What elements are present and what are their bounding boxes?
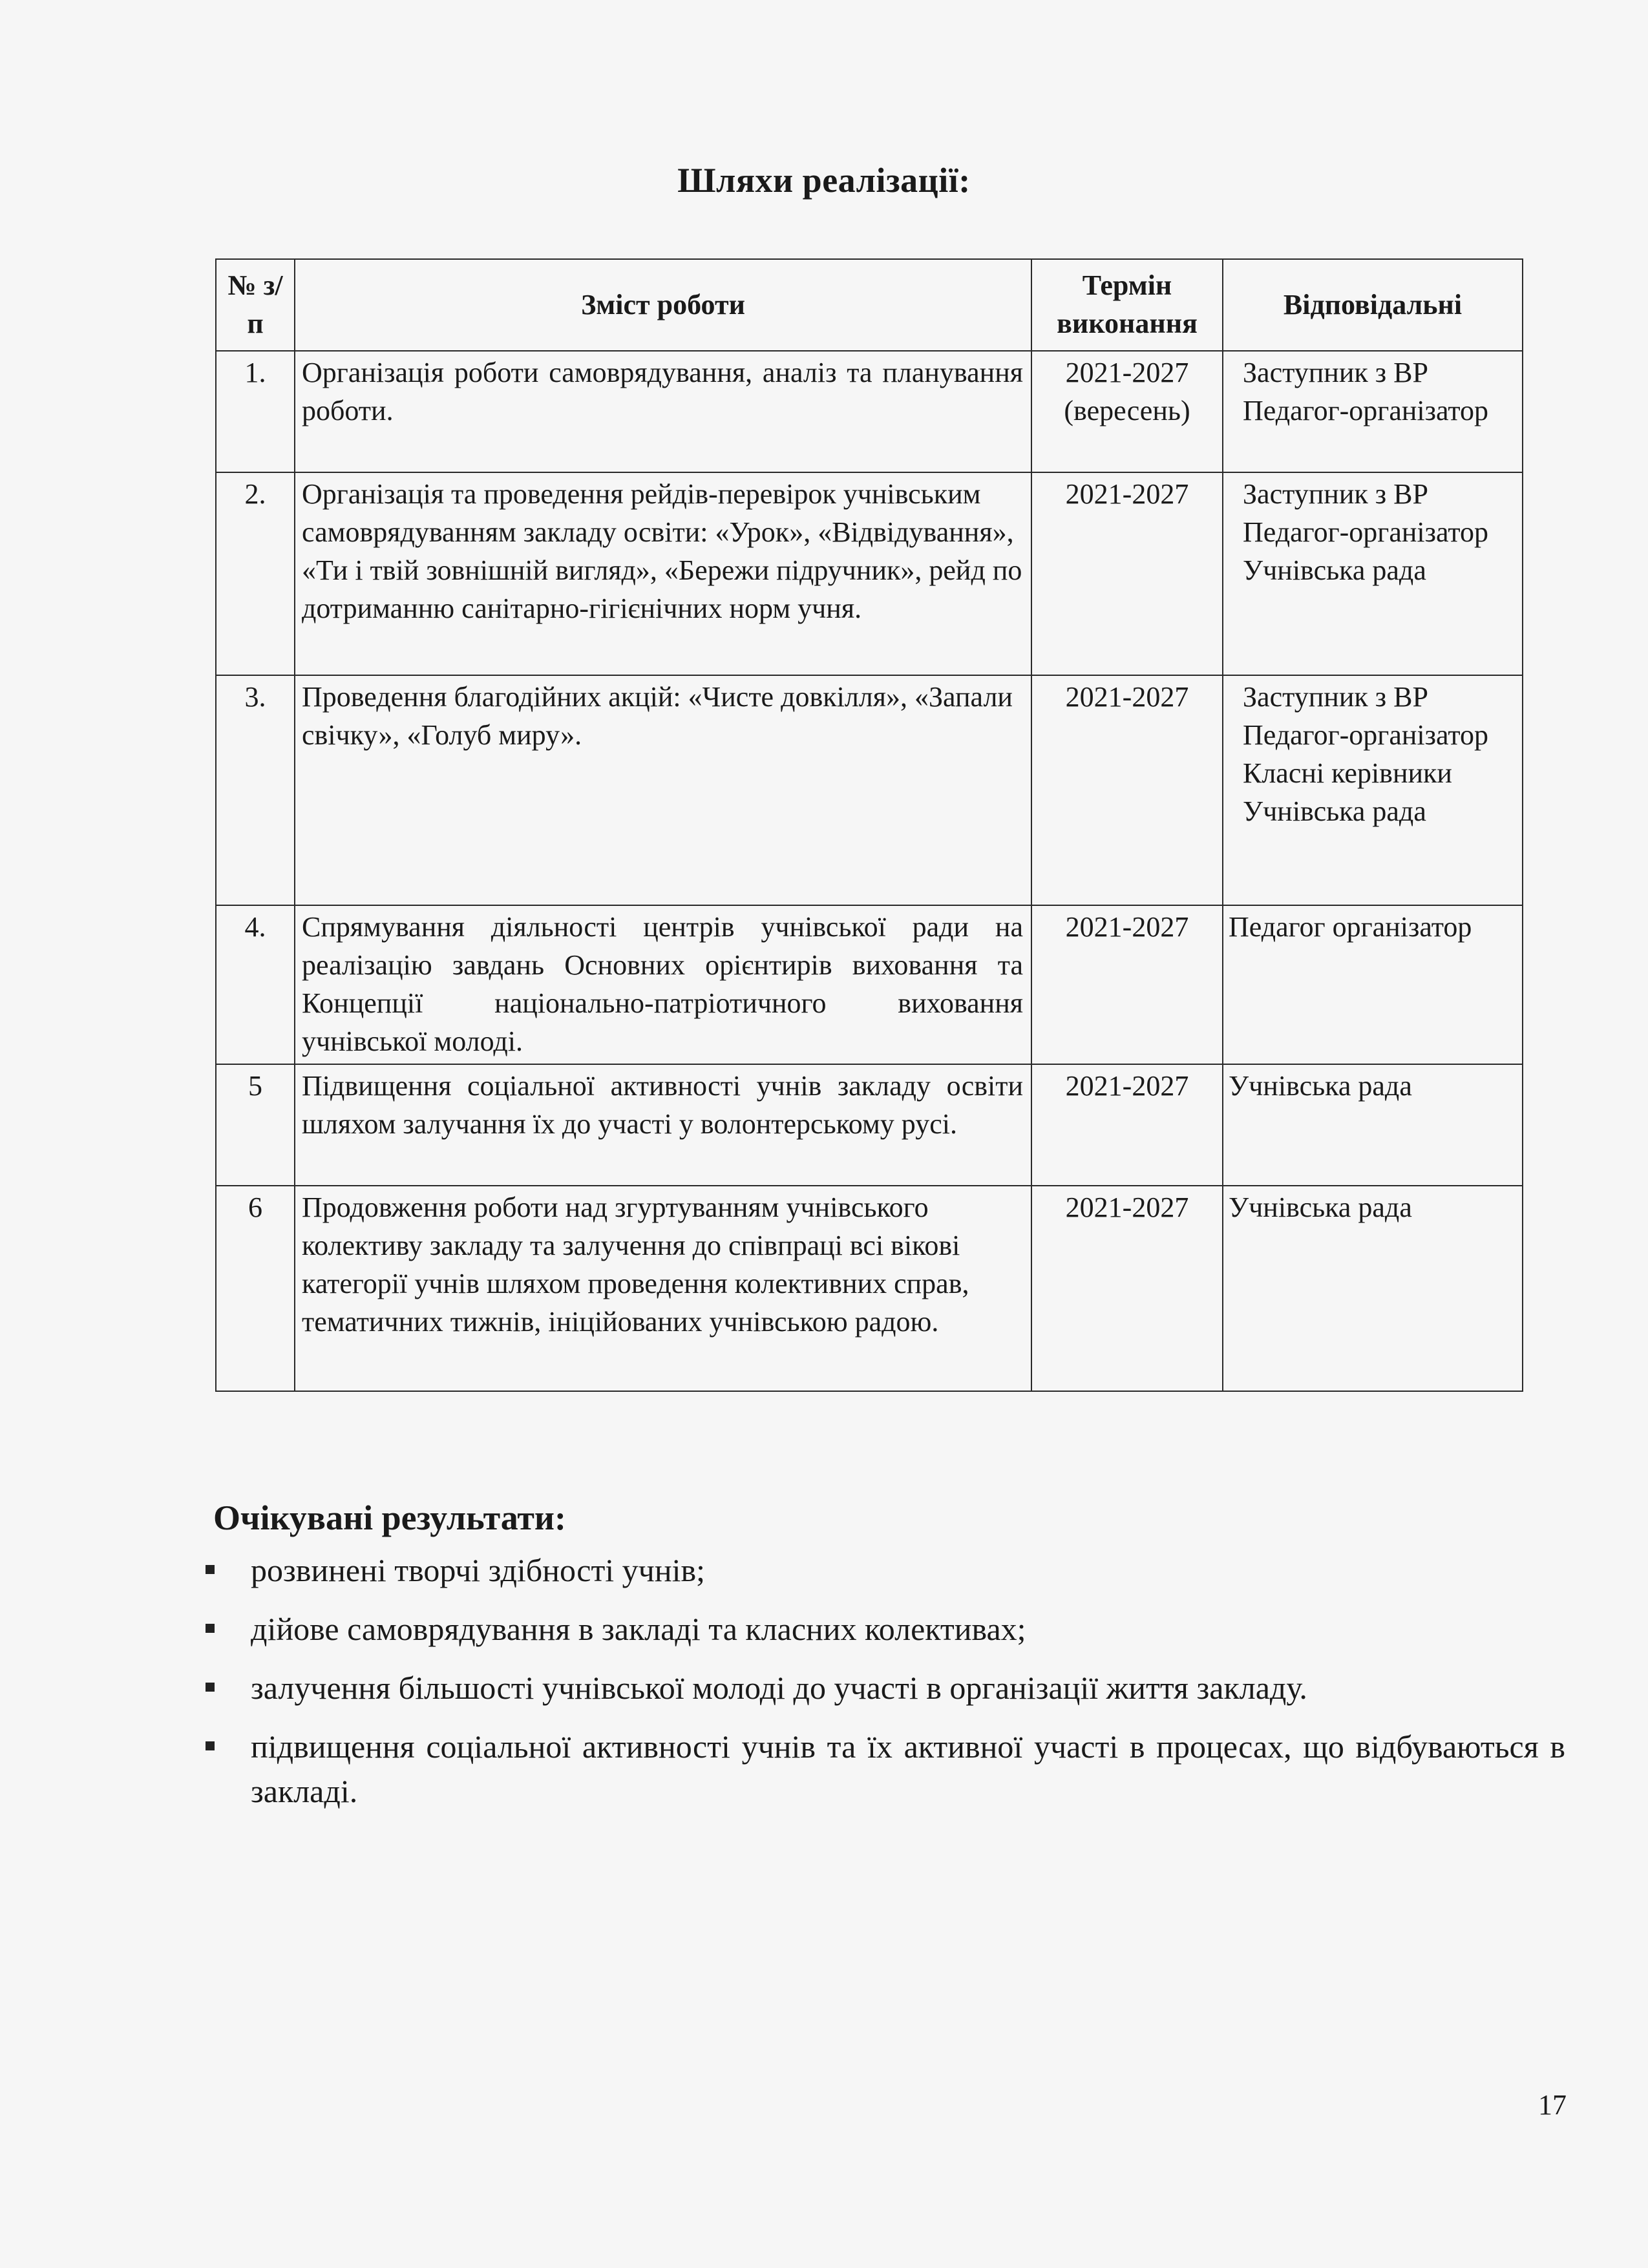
square-bullet-icon bbox=[206, 1624, 215, 1633]
row-number: 3. bbox=[216, 675, 295, 905]
row-term: 2021-2027 bbox=[1031, 472, 1223, 675]
list-item-text: підвищення соціальної активності учнів та їх активної участі в процесах, що відбуваються в закладі. bbox=[251, 1728, 1565, 1809]
row-number: 6 bbox=[216, 1186, 295, 1391]
row-term: 2021-2027 bbox=[1031, 1064, 1223, 1186]
row-number: 1. bbox=[216, 351, 295, 472]
results-list bbox=[202, 1548, 1565, 1828]
header-term: Термін виконання bbox=[1031, 259, 1223, 351]
row-content: Продовження роботи над згуртуванням учнівського колективу закладу та залучення до співпраці всі вікові категорії учнів шляхом проведення колективних справ, тематичних тижнів, ініційованих учнівською радою. bbox=[295, 1186, 1031, 1391]
implementation-table bbox=[215, 258, 1523, 1392]
row-responsible: Учнівська рада bbox=[1223, 1064, 1523, 1186]
row-number: 4. bbox=[216, 905, 295, 1064]
table-row bbox=[216, 675, 1523, 905]
row-content: Підвищення соціальної активності учнів закладу освіти шляхом залучання їх до участі у волонтерському русі. bbox=[295, 1064, 1031, 1186]
row-term: 2021-2027 bbox=[1031, 1186, 1223, 1391]
square-bullet-icon bbox=[206, 1683, 215, 1692]
row-responsible: Заступник з ВР Педагог-організатор Класні керівники Учнівська рада bbox=[1223, 675, 1523, 905]
list-item-text: дійове самоврядування в закладі та класних колективах; bbox=[251, 1611, 1026, 1647]
row-term: 2021-2027 (вересень) bbox=[1031, 351, 1223, 472]
row-responsible: Учнівська рада bbox=[1223, 1186, 1523, 1391]
list-item bbox=[202, 1725, 1565, 1814]
table-row bbox=[216, 351, 1523, 472]
list-item bbox=[202, 1548, 1565, 1593]
header-content: Зміст роботи bbox=[295, 259, 1031, 351]
header-number: № з/п bbox=[216, 259, 295, 351]
row-number: 5 bbox=[216, 1064, 295, 1186]
square-bullet-icon bbox=[206, 1565, 215, 1574]
list-item-text: розвинені творчі здібності учнів; bbox=[251, 1552, 705, 1588]
page-number: 17 bbox=[1538, 2089, 1567, 2121]
page-title: Шляхи реалізації: bbox=[677, 161, 971, 200]
row-content: Проведення благодійних акцій: «Чисте довкілля», «Запали свічку», «Голуб миру». bbox=[295, 675, 1031, 905]
table-header-row bbox=[216, 259, 1523, 351]
row-content: Організація та проведення рейдів-перевірок учнівським самоврядуванням закладу освіти: «Урок», «Відвідування», «Ти і твій зовнішній вигляд», «Бережи підручник», рейд по дотриманню санітарно-гігієнічних норм учня. bbox=[295, 472, 1031, 675]
row-number: 2. bbox=[216, 472, 295, 675]
square-bullet-icon bbox=[206, 1741, 215, 1750]
header-responsible: Відповідальні bbox=[1223, 259, 1523, 351]
row-term: 2021-2027 bbox=[1031, 675, 1223, 905]
table-row bbox=[216, 472, 1523, 675]
row-content: Спрямування діяльності центрів учнівської ради на реалізацію завдань Основних орієнтирів виховання та Концепції національно-патріотичного виховання учнівської молоді. bbox=[295, 905, 1031, 1064]
row-content: Організація роботи самоврядування, аналіз та планування роботи. bbox=[295, 351, 1031, 472]
row-responsible: Заступник з ВР Педагог-організатор bbox=[1223, 351, 1523, 472]
row-responsible: Заступник з ВР Педагог-організатор Учнівська рада bbox=[1223, 472, 1523, 675]
row-responsible: Педагог організатор bbox=[1223, 905, 1523, 1064]
table-row bbox=[216, 1064, 1523, 1186]
row-term: 2021-2027 bbox=[1031, 905, 1223, 1064]
table-row bbox=[216, 1186, 1523, 1391]
list-item-text: залучення більшості учнівської молоді до участі в організації життя закладу. bbox=[251, 1670, 1307, 1706]
results-heading: Очікувані результати: bbox=[213, 1498, 567, 1537]
table-row bbox=[216, 905, 1523, 1064]
list-item bbox=[202, 1666, 1565, 1710]
list-item bbox=[202, 1607, 1565, 1652]
